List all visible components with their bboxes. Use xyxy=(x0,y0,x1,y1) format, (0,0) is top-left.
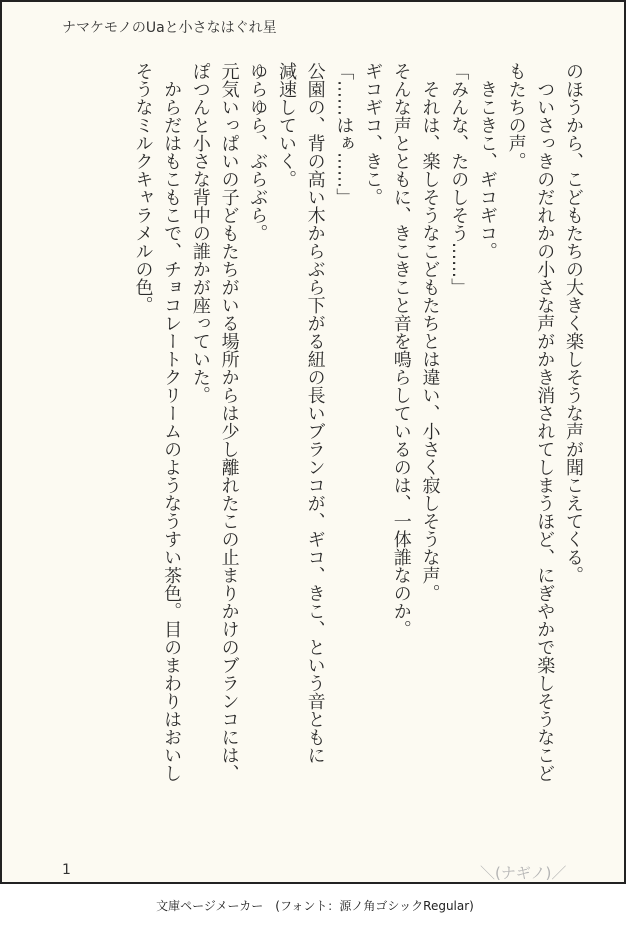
page-number: 1 xyxy=(62,862,71,878)
text-line: 元気いっぱいの子どもたちがいる場所からは少し離れたこの止まりかけのブランコには、 xyxy=(218,62,240,782)
text-line: そんな声とともに、きこきこと音を鳴らしているのは、一体誰なのか。 xyxy=(390,62,412,638)
text-line: ゆらゆら、ぶらぶら。 xyxy=(247,62,269,242)
text-line: そうなミルクキャラメルの色。 xyxy=(132,62,154,314)
vertical-body-text xyxy=(42,62,587,847)
text-line: もたちの声。 xyxy=(505,62,527,170)
text-line: 「……はぁ……」 xyxy=(333,62,355,206)
text-line: ぽつんと小さな背中の誰かが座っていた。 xyxy=(189,62,211,404)
book-title: ナマケモノのUaと小さなはぐれ星 xyxy=(62,20,277,36)
text-line: からだはもこもこで、チョコレートクリームのようなうすい茶色。目のまわりはおいし xyxy=(161,62,183,782)
author-signature: ＼(ナギノ)／ xyxy=(480,864,567,882)
text-line: 「みんな、たのしそう……」 xyxy=(448,62,470,296)
text-line: ついさっきのだれかの小さな声がかき消されてしまうほど、にぎやかで楽しそうなこど xyxy=(534,62,556,782)
text-line: それは、楽しそうなこどもたちとは違い、小さく寂しそうな声。 xyxy=(419,62,441,602)
text-line: きこきこ、ギコギコ。 xyxy=(476,62,498,260)
generator-caption: 文庫ページメーカー (フォント：源ノ角ゴシックRegular) xyxy=(156,899,474,913)
text-line: ギコギコ、きこ。 xyxy=(362,62,384,206)
text-line: 減速していく。 xyxy=(275,62,297,188)
text-line: のほうから、こどもたちの大きく楽しそうな声が聞こえてくる。 xyxy=(563,62,584,584)
text-line: 公園の、背の高い木からぶら下がる紐の長いブランコが、ギコ、きこ、という音ともに xyxy=(304,62,326,764)
